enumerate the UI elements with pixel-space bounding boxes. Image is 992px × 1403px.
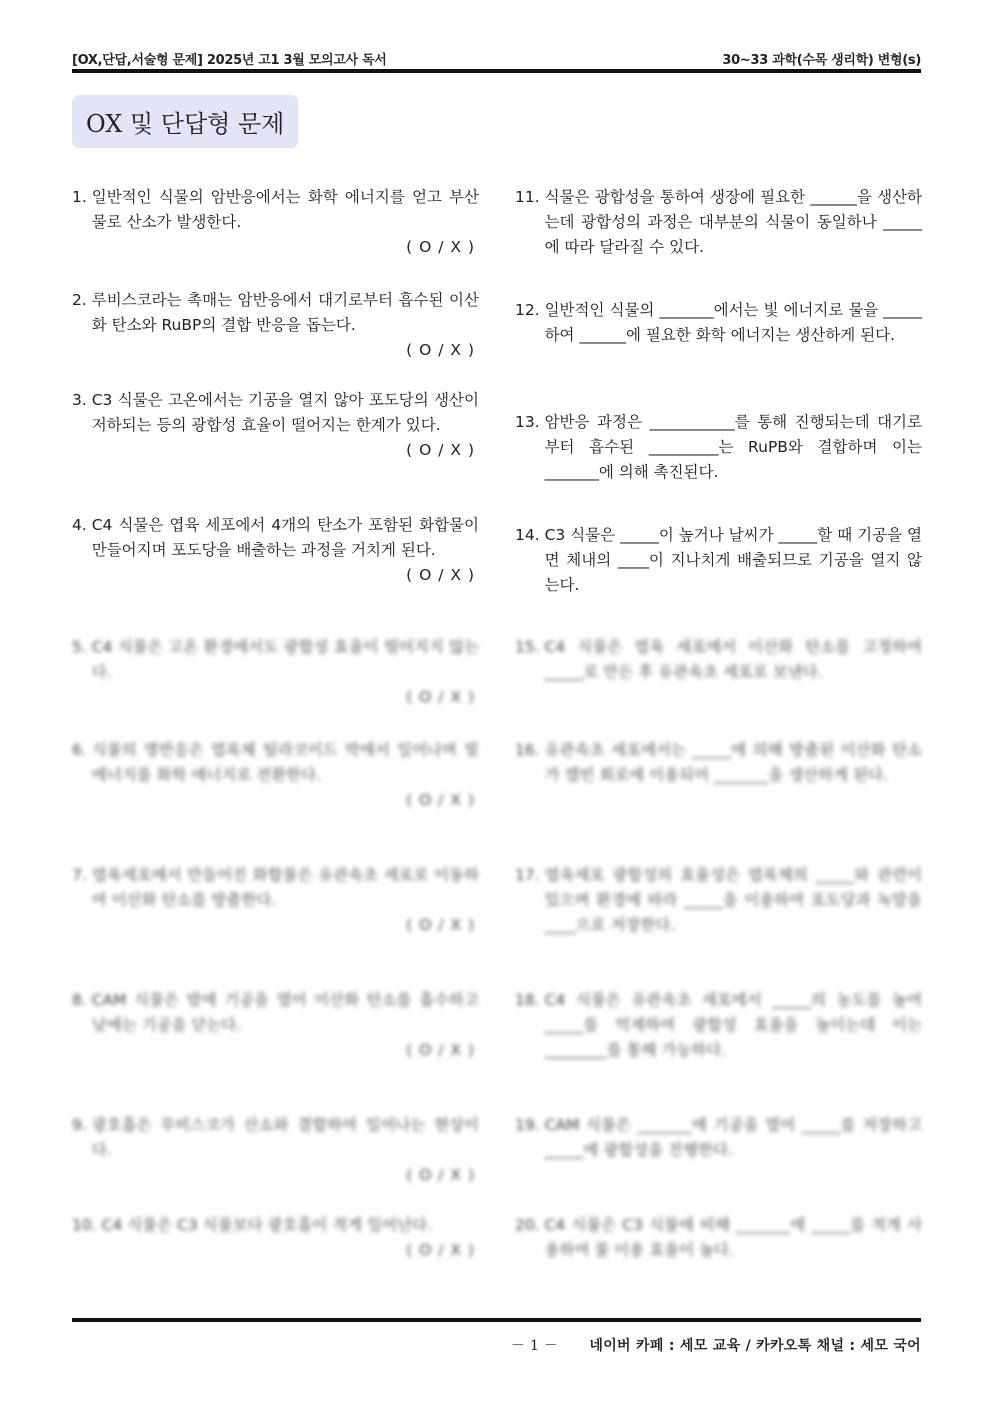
question-number: 11. (515, 188, 545, 206)
question-text: 식물은 광합성을 통하여 생장에 필요한 ______을 생산하는데 광합성의 과정은 대부분의 식물이 동일하나 _____에 따라 달라질 수 있다. (544, 188, 922, 256)
right-question-3 (515, 410, 922, 485)
question-text: 엽육세포 광합성의 효율성은 엽록체의 _____와 관련이 있으며 환경에 따라 _____을 이용하여 포도당과 녹말을 ____으로 저장한다. (544, 866, 922, 934)
question-text: C4 식물은 엽육 세포에서 4개의 탄소가 포함된 화합물이 만들어지며 포도당을 배출하는 과정을 거치게 된다. (91, 516, 479, 559)
question-number: 19. (515, 1116, 545, 1134)
left-question-3 (72, 388, 479, 463)
question-number: 2. (72, 291, 92, 309)
right-question-8 (515, 988, 922, 1063)
question-text: CAM 식물은 _______에 기공을 열어 _____를 저장하고 _____에 광합성을 진행한다. (544, 1116, 922, 1159)
question-text: C4 식물은 C3 식물에 비해 _______에 _____를 적게 사용하여 물 이용 효율이 높다. (544, 1216, 922, 1259)
header-title: [OX,단답,서술형 문제] 2025년 고1 3월 모의고사 독서 (72, 53, 387, 68)
question-text: 일반적인 식물의 _______에서는 빛 에너지로 물을 _____하여 ______에 필요한 화학 에너지는 생산하게 된다. (544, 301, 922, 344)
question-number: 6. (72, 741, 92, 759)
question-number: 10. (72, 1216, 102, 1234)
left-question-2 (72, 288, 479, 363)
left-question-5 (72, 635, 479, 710)
right-question-1 (515, 185, 922, 260)
ox-answer-mark: ( O / X ) (406, 1241, 475, 1259)
right-question-4 (515, 523, 922, 598)
page-header (72, 42, 921, 68)
ox-answer-mark: ( O / X ) (406, 238, 475, 256)
section-title: OX 및 단답형 문제 (72, 95, 298, 148)
question-number: 18. (515, 991, 545, 1009)
question-number: 4. (72, 516, 92, 534)
question-text: CAM 식물은 밤에 기공을 열어 이산화 탄소를 흡수하고 낮에는 기공을 닫는다. (91, 991, 479, 1034)
question-number: 16. (515, 741, 545, 759)
right-question-2 (515, 298, 922, 348)
ox-answer-mark: ( O / X ) (406, 1041, 475, 1059)
question-text: 유관속초 세포에서는 _____에 의해 방출된 이산화 탄소가 캘빈 회로에 이용되어 _______을 생산하게 된다. (544, 741, 922, 784)
question-text: 암반응 과정은 ___________를 통해 진행되는데 대기로부터 흡수된 _________는 RuPB와 결합하며 이는 _______에 의해 촉진된다. (544, 413, 922, 481)
ox-answer-mark: ( O / X ) (406, 791, 475, 809)
question-number: 7. (72, 866, 92, 884)
question-text: 일반적인 식물의 암반응에서는 화학 에너지를 얻고 부산물로 산소가 발생한다. (91, 188, 479, 231)
question-text: C4 식물은 고온 환경에서도 광합성 효율이 떨어지지 않는다. (91, 638, 479, 681)
question-number: 12. (515, 301, 545, 319)
left-question-1 (72, 185, 479, 260)
ox-answer-mark: ( O / X ) (406, 916, 475, 934)
page-number: － 1 － (510, 1338, 559, 1354)
question-text: 광호흡은 루비스코가 산소와 결합하여 일어나는 현상이다. (91, 1116, 479, 1159)
question-number: 15. (515, 638, 545, 656)
question-number: 8. (72, 991, 92, 1009)
right-question-10 (515, 1213, 922, 1263)
ox-answer-mark: ( O / X ) (406, 441, 475, 459)
footer-rule (72, 1318, 921, 1322)
right-question-5 (515, 635, 922, 685)
ox-answer-mark: ( O / X ) (406, 566, 475, 584)
question-number: 5. (72, 638, 92, 656)
ox-answer-mark: ( O / X ) (406, 341, 475, 359)
right-question-6 (515, 738, 922, 788)
footer-text: 네이버 카페 : 세모 교육 / 카카오톡 채널 : 세모 국어 (589, 1338, 921, 1354)
left-question-9 (72, 1113, 479, 1188)
left-question-6 (72, 738, 479, 813)
header-subtitle: 30~33 과학(수목 생리학) 변형(s) (722, 53, 921, 68)
right-question-9 (515, 1113, 922, 1163)
question-text: 루비스코라는 촉매는 암반응에서 대기로부터 흡수된 이산화 탄소와 RuBP의 결합 반응을 돕는다. (91, 291, 479, 334)
question-number: 14. (515, 526, 545, 544)
left-question-8 (72, 988, 479, 1063)
question-text: C4 식물은 엽육 세포에서 이산화 탄소를 고정하여 _____로 만든 후 유관속초 세포로 보낸다. (544, 638, 922, 681)
question-number: 13. (515, 413, 545, 431)
question-text: C3 식물은 _____이 높거나 날씨가 _____할 때 기공을 열면 체내의 ____이 지나치게 배출되므로 기공을 열지 않는다. (544, 526, 922, 594)
question-number: 9. (72, 1116, 92, 1134)
question-number: 3. (72, 391, 92, 409)
question-text: C4 식물은 C3 식물보다 광호흡이 적게 일어난다. (101, 1216, 432, 1234)
question-number: 1. (72, 188, 92, 206)
header-rule (72, 69, 921, 73)
question-text: C4 식물은 유관속초 세포에서 _____의 농도를 높여 _____를 억제하여 광합성 효율을 높이는데 이는 ________를 통해 가능하다. (544, 991, 922, 1059)
left-question-7 (72, 863, 479, 938)
question-number: 17. (515, 866, 545, 884)
left-question-4 (72, 513, 479, 588)
question-text: 식물의 명반응은 엽록체 틸라코이드 막에서 일어나며 빛 에너지를 화학 에너지로 전환한다. (91, 741, 479, 784)
right-question-7 (515, 863, 922, 938)
page-footer (72, 1335, 921, 1355)
question-number: 20. (515, 1216, 545, 1234)
question-text: 엽육세포에서 만들어진 화합물은 유관속초 세포로 이동하여 이산화 탄소를 방출한다. (91, 866, 479, 909)
question-text: C3 식물은 고온에서는 기공을 열지 않아 포도당의 생산이 저하되는 등의 광합성 효율이 떨어지는 한계가 있다. (91, 391, 479, 434)
ox-answer-mark: ( O / X ) (406, 688, 475, 706)
left-question-10 (72, 1213, 479, 1263)
ox-answer-mark: ( O / X ) (406, 1166, 475, 1184)
